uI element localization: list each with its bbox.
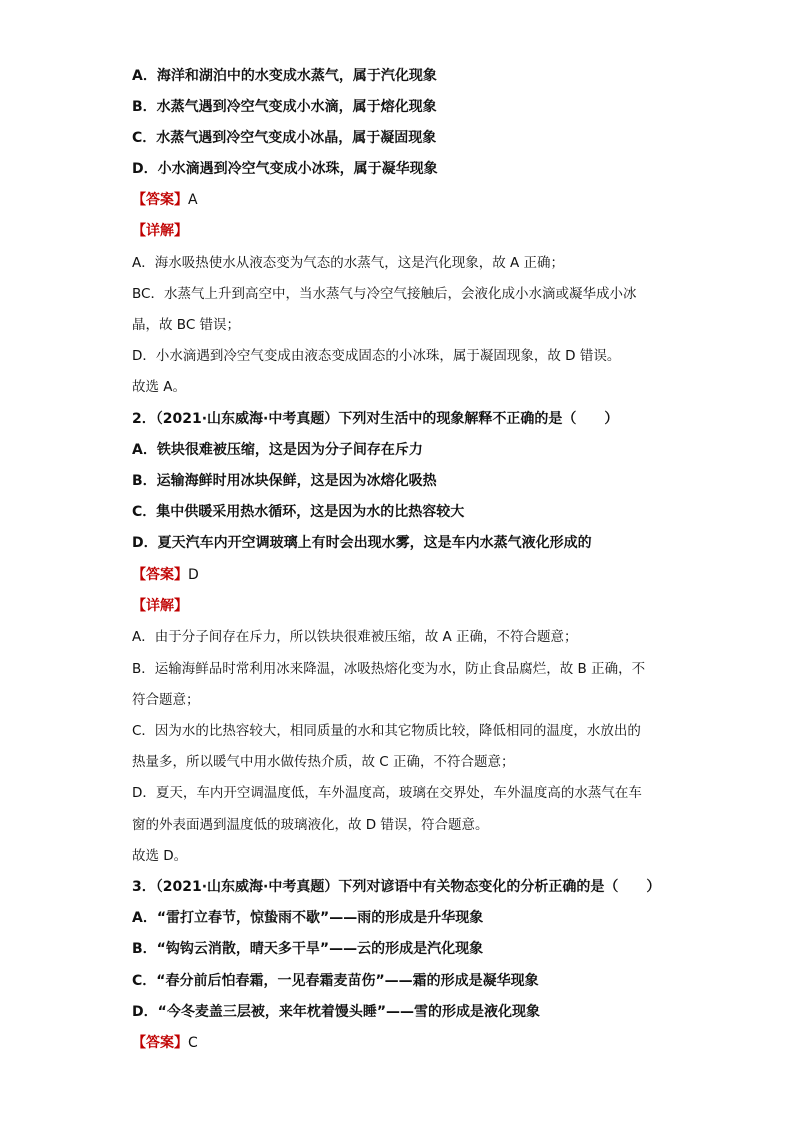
q2-option-b: B．运输海鲜时用冰块保鲜，这是因为冰熔化吸热 — [132, 473, 437, 489]
q1-answer-row — [132, 190, 198, 210]
q1-detail-row — [132, 221, 188, 241]
detail-label: 【详解】 — [132, 598, 188, 614]
q2-question: 2．（2021·山东威海·中考真题）下列对生活中的现象解释不正确的是（ ） — [132, 411, 619, 427]
answer-label: 【答案】 — [132, 192, 188, 208]
q1-answer-value: A — [188, 192, 198, 208]
q1-detail-line: D．小水滴遇到冷空气变成由液态变成固态的小冰珠，属于凝固现象，故 D 错误。 — [132, 348, 621, 364]
q2-detail-line: 故选 D。 — [132, 848, 188, 864]
q2-detail-line: 窗的外表面遇到温度低的玻璃液化，故 D 错误，符合题意。 — [132, 817, 489, 833]
q3-answer-value: C — [188, 1035, 198, 1051]
q2-answer-row — [132, 565, 199, 585]
q2-detail-line: C．因为水的比热容较大，相同质量的水和其它物质比较，降低相同的温度，水放出的 — [132, 723, 641, 739]
q2-detail-line: 热量多，所以暖气中用水做传热介质，故 C 正确，不符合题意； — [132, 754, 515, 770]
q3-answer-row — [132, 1033, 198, 1053]
q2-detail-line: 符合题意； — [132, 692, 200, 708]
q1-option-a: A．海洋和湖泊中的水变成水蒸气，属于汽化现象 — [132, 68, 437, 84]
q1-option-b: B．水蒸气遇到冷空气变成小水滴，属于熔化现象 — [132, 99, 437, 115]
q1-detail-line: 晶，故 BC 错误； — [132, 317, 241, 333]
q1-option-c: C．水蒸气遇到冷空气变成小冰晶，属于凝固现象 — [132, 130, 437, 146]
q3-question: 3．（2021·山东威海·中考真题）下列对谚语中有关物态变化的分析正确的是（ ） — [132, 879, 661, 895]
q2-detail-row — [132, 596, 188, 616]
q1-detail-line: BC．水蒸气上升到高空中，当水蒸气与冷空气接触后，会液化成小水滴或凝华成小冰 — [132, 286, 637, 302]
q2-detail-line: A．由于分子间存在斥力，所以铁块很难被压缩，故 A 正确，不符合题意； — [132, 629, 578, 645]
q2-option-d: D．夏天汽车内开空调玻璃上有时会出现水雾，这是车内水蒸气液化形成的 — [132, 535, 592, 551]
q2-answer-value: D — [188, 567, 199, 583]
q3-option-b: B．“钩钩云消散，晴天多干旱”——云的形成是汽化现象 — [132, 941, 484, 957]
q3-option-a: A．“雷打立春节，惊蛰雨不歇”——雨的形成是升华现象 — [132, 910, 484, 926]
detail-label: 【详解】 — [132, 223, 188, 239]
q1-detail-line: A．海水吸热使水从液态变为气态的水蒸气，这是汽化现象，故 A 正确； — [132, 255, 565, 271]
answer-label: 【答案】 — [132, 567, 188, 583]
answer-label: 【答案】 — [132, 1035, 188, 1051]
q2-option-c: C．集中供暖采用热水循环，这是因为水的比热容较大 — [132, 504, 465, 520]
q2-detail-line: B．运输海鲜品时常利用冰来降温，冰吸热熔化变为水，防止食品腐烂，故 B 正确，不 — [132, 661, 646, 677]
q2-detail-line: D．夏天，车内开空调温度低，车外温度高，玻璃在交界处，车外温度高的水蒸气在车 — [132, 785, 642, 801]
q1-option-d: D．小水滴遇到冷空气变成小冰珠，属于凝华现象 — [132, 161, 438, 177]
q3-option-d: D．“今冬麦盖三层被，来年枕着馒头睡”——雪的形成是液化现象 — [132, 1004, 541, 1020]
q3-option-c: C．“春分前后怕春霜，一见春霜麦苗伤”——霜的形成是凝华现象 — [132, 973, 539, 989]
q1-detail-line: 故选 A。 — [132, 379, 187, 395]
q2-option-a: A．铁块很难被压缩，这是因为分子间存在斥力 — [132, 442, 423, 458]
